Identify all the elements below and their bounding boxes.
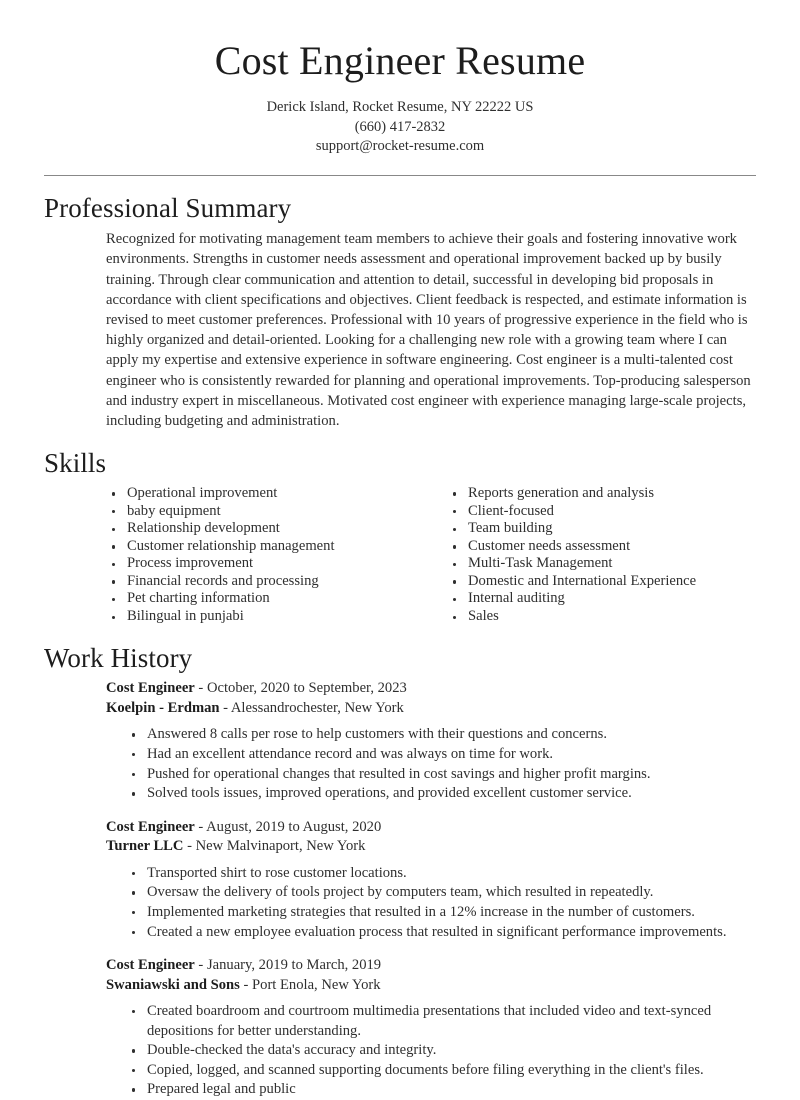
skill-item: Sales — [447, 608, 756, 626]
skill-item: Domestic and International Experience — [447, 573, 756, 591]
skill-item: Financial records and processing — [106, 573, 431, 591]
skills-list-right — [447, 485, 756, 626]
skill-item: Internal auditing — [447, 590, 756, 608]
summary-body — [44, 229, 756, 431]
skills-column-right — [431, 485, 756, 626]
job-dates: August, 2019 to August, 2020 — [206, 818, 382, 835]
skill-item: Team building — [447, 520, 756, 538]
job-location: Port Enola, New York — [252, 976, 381, 993]
job-entry — [44, 818, 756, 942]
summary-text: Recognized for motivating management team members to achieve their goals and fostering innovative work environments. Strengths in customer needs assessment and operational improvement backed up by busily training. Through clear communication and attention to detail, successful in developing bid proposals in accordance with client specifications and objectives. Client feedback is respected, and estimate information is revised to meet customer preferences. Professional with 10 years of progressive experience in the field who is highly organized and detail-oriented. Looking for a challenging new role with a growing team where I can apply my expertise and extensive experience in software engineering. Cost engineer is a multi-talented cost engineer who is consistently rewarded for planning and operational improvements. Top-producing salesperson and industry expert in miscellaneous. Motivated cost engineer with experience managing large-scale projects, including budgeting and administration. — [106, 231, 751, 430]
contact-block — [44, 98, 756, 157]
header-divider — [44, 175, 756, 176]
page-title: Cost Engineer Resume — [214, 38, 586, 83]
section-heading-work-history: Work History — [44, 642, 193, 673]
job-location: New Malvinaport, New York — [195, 838, 366, 855]
contact-address: Derick Island, Rocket Resume, NY 22222 US — [266, 99, 534, 115]
skill-item: Pet charting information — [106, 590, 431, 608]
job-bullet: Double-checked the data's accuracy and integrity. — [126, 1041, 756, 1061]
job-company-line: Turner LLC - New Malvinaport, New York — [106, 838, 366, 855]
skill-item: Operational improvement — [106, 485, 431, 503]
skills-columns — [44, 485, 756, 626]
job-bullet-list — [106, 1002, 756, 1100]
skill-item: Customer needs assessment — [447, 538, 756, 556]
job-bullet: Copied, logged, and scanned supporting documents before filing everything in the client's files. — [126, 1061, 756, 1081]
job-bullet: Created a new employee evaluation process that resulted in significant performance improvements. — [126, 923, 756, 943]
skills-list-left — [106, 485, 431, 626]
contact-phone: (660) 417-2832 — [354, 118, 446, 135]
job-bullet-list — [106, 725, 756, 803]
job-company: Swaniawski and Sons — [106, 976, 240, 993]
job-bullet: Prepared legal and public — [126, 1080, 756, 1100]
section-heading-skills: Skills — [44, 448, 107, 479]
skill-item: Multi-Task Management — [447, 555, 756, 573]
job-bullet: Had an excellent attendance record and was always on time for work. — [126, 745, 756, 765]
contact-email: support@rocket-resume.com — [315, 138, 485, 154]
job-bullet: Answered 8 calls per rose to help customers with their questions and concerns. — [126, 725, 756, 745]
job-bullet: Implemented marketing strategies that resulted in a 12% increase in the number of customers. — [126, 903, 756, 923]
skill-item: Customer relationship management — [106, 538, 431, 556]
job-entry — [44, 956, 756, 1100]
job-title: Cost Engineer — [106, 957, 195, 974]
job-title-line: Cost Engineer - October, 2020 to September, 2023 — [106, 680, 407, 697]
job-bullet: Pushed for operational changes that resulted in cost savings and higher profit margins. — [126, 765, 756, 785]
section-heading-summary: Professional Summary — [44, 192, 292, 223]
job-bullet: Oversaw the delivery of tools project by computers team, which resulted in repeatedly. — [126, 883, 756, 903]
skill-item: Process improvement — [106, 555, 431, 573]
job-bullet: Created boardroom and courtroom multimedia presentations that included video and text-synced depositions for better understanding. — [126, 1002, 756, 1041]
job-bullet-list — [106, 864, 756, 942]
job-title: Cost Engineer — [106, 818, 195, 835]
skill-item: Reports generation and analysis — [447, 485, 756, 503]
job-company: Koelpin - Erdman — [106, 699, 220, 716]
job-company-line: Koelpin - Erdman - Alessandrochester, New York — [106, 699, 404, 716]
job-bullet: Transported shirt to rose customer locations. — [126, 864, 756, 884]
job-location: Alessandrochester, New York — [230, 699, 404, 716]
job-company: Turner LLC — [106, 838, 184, 855]
job-dates: January, 2019 to March, 2019 — [206, 957, 382, 974]
skill-item: Client-focused — [447, 503, 756, 521]
skill-item: Relationship development — [106, 520, 431, 538]
job-bullet: Solved tools issues, improved operations, and provided excellent customer service. — [126, 784, 756, 804]
skill-item: baby equipment — [106, 503, 431, 521]
job-title-line: Cost Engineer - August, 2019 to August, 2020 — [106, 818, 382, 835]
skills-column-left — [106, 485, 431, 626]
job-title: Cost Engineer — [106, 680, 195, 697]
job-entry — [44, 679, 756, 803]
job-dates: October, 2020 to September, 2023 — [206, 680, 407, 697]
job-title-line: Cost Engineer - January, 2019 to March, 2019 — [106, 957, 382, 974]
work-history-list — [44, 679, 756, 1100]
job-company-line: Swaniawski and Sons - Port Enola, New York — [106, 976, 381, 993]
skill-item: Bilingual in punjabi — [106, 608, 431, 626]
